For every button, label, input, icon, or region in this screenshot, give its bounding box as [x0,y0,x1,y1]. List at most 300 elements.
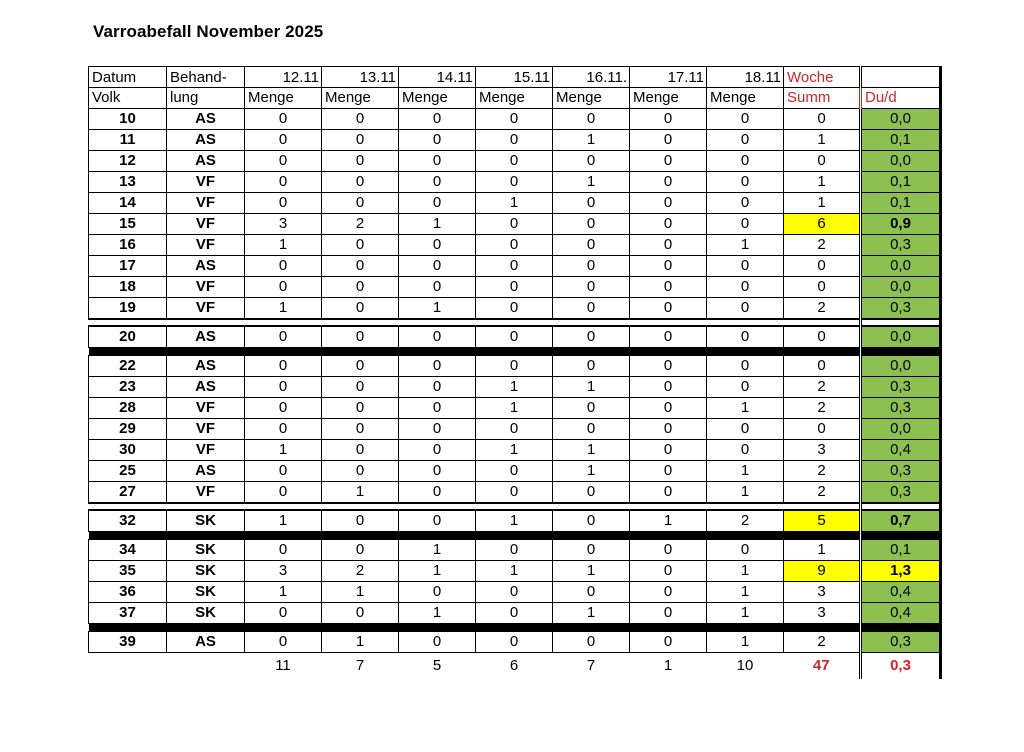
menge-cell: 0 [245,461,322,482]
menge-cell: 0 [630,419,707,440]
menge-cell: 1 [707,582,784,603]
behandlung-cell: SK [167,510,245,532]
menge-cell: 0 [476,326,553,348]
volk-cell: 23 [89,377,167,398]
separator-cell [245,624,322,632]
table-row [89,326,941,348]
menge-cell: 1 [476,193,553,214]
behandlung-cell: SK [167,540,245,561]
separator-cell [89,532,167,540]
separator-cell [553,319,630,326]
menge-cell: 1 [245,235,322,256]
menge-cell: 0 [707,419,784,440]
behandlung-cell: AS [167,109,245,130]
menge-cell: 0 [630,540,707,561]
behandlung-cell: VF [167,298,245,320]
menge-cell: 0 [322,256,399,277]
menge-cell: 0 [630,603,707,624]
du-d-cell: 0,3 [861,298,941,320]
menge-cell: 0 [553,582,630,603]
header-cell: Behand- [167,67,245,88]
header-row-dates [89,67,941,88]
menge-cell: 0 [476,356,553,377]
separator-cell [476,624,553,632]
header-cell: Summ [784,88,861,109]
menge-cell: 1 [707,561,784,582]
group-separator [89,348,941,356]
du-d-cell: 0,4 [861,603,941,624]
du-d-cell: 0,0 [861,256,941,277]
menge-cell: 0 [630,193,707,214]
menge-cell: 0 [630,398,707,419]
menge-cell: 0 [399,326,476,348]
separator-cell [322,319,399,326]
header-cell: 17.11 [630,67,707,88]
table-row [89,109,941,130]
behandlung-cell: VF [167,440,245,461]
separator-cell [167,624,245,632]
menge-cell: 0 [630,561,707,582]
total-cell: 1 [663,657,673,674]
separator-cell [399,319,476,326]
volk-cell: 37 [89,603,167,624]
menge-cell: 0 [630,277,707,298]
table-row [89,193,941,214]
volk-cell: 20 [89,326,167,348]
menge-cell: 0 [707,326,784,348]
volk-cell: 25 [89,461,167,482]
totals-row [89,653,941,680]
separator-cell [476,503,553,510]
separator-cell [784,624,861,632]
header-cell: Menge [707,88,784,109]
du-d-cell: 0,3 [861,235,941,256]
du-d-cell: 0,4 [861,582,941,603]
separator-cell [167,319,245,326]
menge-cell: 0 [630,461,707,482]
du-d-cell: 0,7 [861,510,941,532]
behandlung-cell: VF [167,398,245,419]
menge-cell: 1 [399,214,476,235]
menge-cell: 0 [630,482,707,504]
total-du-d: 0,3 [861,653,941,680]
total-cell: 6 [509,657,519,674]
menge-cell: 1 [399,561,476,582]
behandlung-cell: AS [167,356,245,377]
table-row [89,356,941,377]
menge-cell: 0 [322,326,399,348]
menge-cell: 0 [553,298,630,320]
behandlung-cell: AS [167,632,245,653]
menge-cell: 0 [399,482,476,504]
menge-cell: 0 [630,151,707,172]
summe-cell: 5 [784,510,861,532]
table-row [89,298,941,320]
behandlung-cell: AS [167,461,245,482]
menge-cell: 1 [553,172,630,193]
header-cell [861,67,941,88]
separator-cell [245,348,322,356]
menge-cell: 0 [553,540,630,561]
summe-cell: 9 [784,561,861,582]
menge-cell: 0 [553,632,630,653]
menge-cell: 0 [476,130,553,151]
menge-cell: 1 [707,461,784,482]
separator-cell [553,624,630,632]
behandlung-cell: SK [167,582,245,603]
menge-cell: 0 [553,256,630,277]
menge-cell: 0 [707,356,784,377]
table-row [89,582,941,603]
volk-cell: 39 [89,632,167,653]
menge-cell: 1 [245,298,322,320]
summe-cell: 2 [784,235,861,256]
menge-cell: 1 [399,298,476,320]
menge-cell: 0 [630,235,707,256]
separator-cell [399,348,476,356]
menge-cell: 0 [553,419,630,440]
menge-cell: 0 [322,461,399,482]
menge-cell: 1 [707,398,784,419]
menge-cell: 0 [553,356,630,377]
summe-cell: 2 [784,398,861,419]
separator-cell [630,532,707,540]
separator-cell [630,503,707,510]
header-cell: 15.11 [476,67,553,88]
separator-cell [399,532,476,540]
table-row [89,277,941,298]
separator-cell [784,319,861,326]
menge-cell: 2 [707,510,784,532]
menge-cell: 0 [322,398,399,419]
du-d-cell: 0,4 [861,440,941,461]
table-row [89,440,941,461]
header-cell: lung [167,88,245,109]
behandlung-cell: VF [167,277,245,298]
group-separator [89,624,941,632]
menge-cell: 0 [630,130,707,151]
menge-cell: 2 [322,561,399,582]
separator-cell [784,348,861,356]
menge-cell: 0 [322,151,399,172]
group-separator [89,532,941,540]
menge-cell: 0 [707,540,784,561]
menge-cell: 0 [476,235,553,256]
header-cell: Du/d [861,88,941,109]
menge-cell: 0 [707,214,784,235]
behandlung-cell: VF [167,193,245,214]
separator-cell [553,348,630,356]
volk-cell: 10 [89,109,167,130]
table-row [89,632,941,653]
menge-cell: 0 [553,277,630,298]
separator-cell [322,624,399,632]
menge-cell: 2 [322,214,399,235]
menge-cell: 0 [707,109,784,130]
header-cell: 13.11 [322,67,399,88]
menge-cell: 0 [630,256,707,277]
menge-cell: 0 [245,356,322,377]
table-row [89,235,941,256]
menge-cell: 0 [399,510,476,532]
menge-cell: 1 [322,482,399,504]
menge-cell: 0 [476,298,553,320]
separator-cell [630,319,707,326]
header-cell: Datum [89,67,167,88]
totals-spacer [167,653,245,680]
summe-cell: 3 [784,603,861,624]
menge-cell: 0 [707,172,784,193]
header-row-labels [89,88,941,109]
menge-cell: 0 [707,298,784,320]
table-row [89,130,941,151]
volk-cell: 30 [89,440,167,461]
menge-cell: 0 [630,582,707,603]
menge-cell: 0 [476,277,553,298]
menge-cell: 0 [707,256,784,277]
behandlung-cell: SK [167,561,245,582]
du-d-cell: 0,0 [861,419,941,440]
behandlung-cell: VF [167,235,245,256]
separator-cell [399,624,476,632]
separator-cell [861,624,941,632]
menge-cell: 0 [630,356,707,377]
separator-cell [476,319,553,326]
volk-cell: 28 [89,398,167,419]
menge-cell: 0 [399,582,476,603]
volk-cell: 22 [89,356,167,377]
menge-cell: 0 [630,172,707,193]
behandlung-cell: VF [167,214,245,235]
du-d-cell: 0,1 [861,172,941,193]
volk-cell: 32 [89,510,167,532]
menge-cell: 0 [476,603,553,624]
separator-cell [630,348,707,356]
du-d-cell: 0,0 [861,109,941,130]
menge-cell: 0 [245,632,322,653]
table-row [89,377,941,398]
header-cell: Menge [322,88,399,109]
menge-cell: 0 [707,130,784,151]
behandlung-cell: AS [167,151,245,172]
menge-cell: 0 [322,130,399,151]
menge-cell: 0 [322,193,399,214]
menge-cell: 0 [553,326,630,348]
menge-cell: 0 [322,377,399,398]
du-d-cell: 0,0 [861,277,941,298]
menge-cell: 0 [322,510,399,532]
header-cell: 18.11 [707,67,784,88]
menge-cell: 1 [707,482,784,504]
page-title: Varroabefall November 2025 [93,22,324,41]
menge-cell: 0 [630,214,707,235]
behandlung-cell: AS [167,130,245,151]
menge-cell: 0 [476,214,553,235]
volk-cell: 15 [89,214,167,235]
menge-cell: 0 [707,440,784,461]
table-row [89,214,941,235]
summe-cell: 6 [784,214,861,235]
du-d-cell: 0,1 [861,540,941,561]
behandlung-cell: AS [167,326,245,348]
menge-cell: 0 [630,377,707,398]
du-d-cell: 0,3 [861,461,941,482]
header-cell: 14.11 [399,67,476,88]
table-row [89,419,941,440]
menge-cell: 0 [245,603,322,624]
separator-cell [89,319,167,326]
du-d-cell: 0,1 [861,193,941,214]
menge-cell: 0 [476,172,553,193]
menge-cell: 0 [553,235,630,256]
separator-cell [707,503,784,510]
summe-cell: 0 [784,356,861,377]
menge-cell: 0 [322,235,399,256]
volk-cell: 16 [89,235,167,256]
volk-cell: 35 [89,561,167,582]
du-d-cell: 0,3 [861,377,941,398]
header-cell: 12.11 [245,67,322,88]
menge-cell: 0 [707,151,784,172]
menge-cell: 1 [476,377,553,398]
group-separator [89,319,941,326]
menge-cell: 1 [553,461,630,482]
table-row [89,482,941,504]
summe-cell: 0 [784,326,861,348]
menge-cell: 3 [245,214,322,235]
summe-cell: 1 [784,193,861,214]
menge-cell: 0 [707,377,784,398]
menge-cell: 0 [630,440,707,461]
summe-cell: 1 [784,130,861,151]
menge-cell: 1 [322,632,399,653]
menge-cell: 1 [553,377,630,398]
total-cell: 7 [355,657,365,674]
menge-cell: 0 [245,130,322,151]
volk-cell: 18 [89,277,167,298]
menge-cell: 0 [707,277,784,298]
du-d-cell: 1,3 [861,561,941,582]
separator-cell [89,503,167,510]
menge-cell: 0 [399,193,476,214]
menge-cell: 0 [553,398,630,419]
menge-cell: 0 [322,172,399,193]
menge-cell: 0 [476,582,553,603]
menge-cell: 1 [553,440,630,461]
menge-cell: 0 [245,377,322,398]
menge-cell: 0 [245,256,322,277]
separator-cell [245,319,322,326]
volk-cell: 14 [89,193,167,214]
menge-cell: 0 [630,109,707,130]
behandlung-cell: VF [167,172,245,193]
menge-cell: 0 [245,109,322,130]
menge-cell: 0 [553,151,630,172]
menge-cell: 1 [707,235,784,256]
menge-cell: 0 [476,109,553,130]
menge-cell: 1 [707,603,784,624]
menge-cell: 0 [322,419,399,440]
menge-cell: 0 [245,419,322,440]
separator-cell [167,503,245,510]
separator-cell [784,503,861,510]
menge-cell: 1 [245,510,322,532]
menge-cell: 0 [476,482,553,504]
summe-cell: 3 [784,440,861,461]
menge-cell: 1 [707,632,784,653]
separator-cell [707,624,784,632]
menge-cell: 0 [245,172,322,193]
volk-cell: 11 [89,130,167,151]
menge-cell: 0 [245,540,322,561]
du-d-cell: 0,0 [861,326,941,348]
separator-cell [476,532,553,540]
menge-cell: 0 [245,326,322,348]
menge-cell: 0 [399,419,476,440]
menge-cell: 0 [245,151,322,172]
volk-cell: 12 [89,151,167,172]
header-cell: 16.11. [553,67,630,88]
separator-cell [861,532,941,540]
header-cell: Menge [630,88,707,109]
menge-cell: 0 [322,356,399,377]
menge-cell: 0 [399,398,476,419]
menge-cell: 1 [322,582,399,603]
separator-cell [167,348,245,356]
separator-cell [553,503,630,510]
volk-cell: 27 [89,482,167,504]
separator-cell [861,319,941,326]
header-cell: Volk [89,88,167,109]
table-row [89,510,941,532]
volk-cell: 29 [89,419,167,440]
volk-cell: 17 [89,256,167,277]
separator-cell [245,503,322,510]
summe-cell: 0 [784,419,861,440]
menge-cell: 0 [630,326,707,348]
menge-cell: 0 [322,298,399,320]
table-row [89,151,941,172]
group-separator [89,503,941,510]
menge-cell: 0 [553,482,630,504]
summe-cell: 0 [784,109,861,130]
menge-cell: 0 [322,109,399,130]
summe-cell: 0 [784,277,861,298]
menge-cell: 0 [399,440,476,461]
du-d-cell: 0,3 [861,632,941,653]
header-cell: Menge [553,88,630,109]
menge-cell: 1 [245,440,322,461]
summe-cell: 3 [784,582,861,603]
menge-cell: 0 [399,256,476,277]
volk-cell: 36 [89,582,167,603]
menge-cell: 0 [399,151,476,172]
separator-cell [553,532,630,540]
header-cell: Woche [784,67,861,88]
du-d-cell: 0,9 [861,214,941,235]
separator-cell [322,348,399,356]
table-row [89,256,941,277]
behandlung-cell: AS [167,377,245,398]
menge-cell: 0 [553,109,630,130]
menge-cell: 0 [476,256,553,277]
separator-cell [476,348,553,356]
varroa-table [88,66,942,679]
du-d-cell: 0,0 [861,356,941,377]
menge-cell: 1 [476,398,553,419]
total-summe: 47 [812,657,830,674]
menge-cell: 1 [399,603,476,624]
